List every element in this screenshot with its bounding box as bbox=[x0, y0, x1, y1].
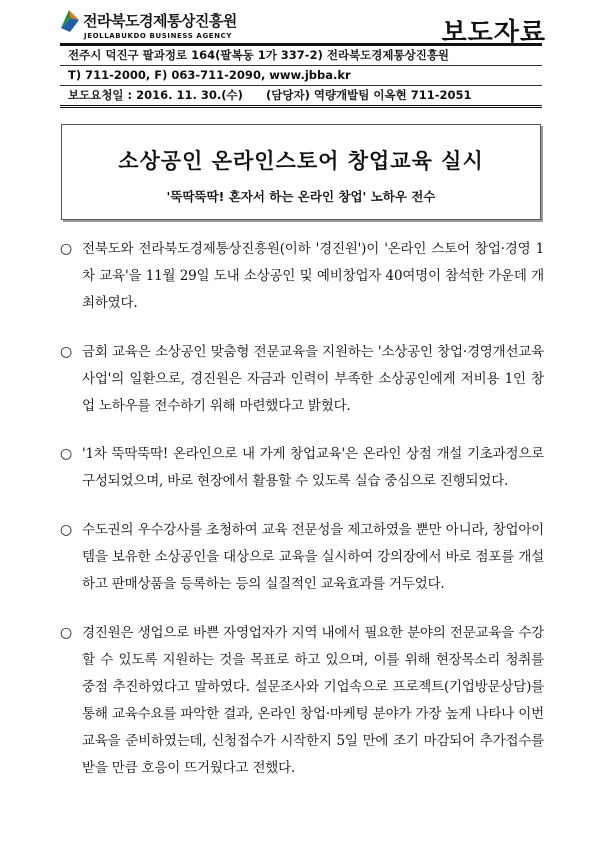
paragraph bbox=[60, 517, 544, 598]
org-name-en: JEOLLABUKDO BUSINESS AGENCY bbox=[84, 32, 233, 40]
page-subtitle: '뚝딱뚝딱! 혼자서 하는 온라인 창업' 노하우 전수 bbox=[166, 189, 436, 204]
header-info-box bbox=[60, 43, 542, 108]
bullet-icon: ○ bbox=[60, 446, 73, 463]
paragraph bbox=[60, 339, 544, 420]
title-box bbox=[61, 124, 541, 220]
paragraph-text: '1차 뚝딱뚝딱! 온라인으로 내 가게 창업교육'은 온라인 상점 개설 기초과정으로 구성되었으며, 바로 현장에서 활용할 수 있도록 실습 중심으로 진행되었다. bbox=[82, 446, 544, 490]
paragraph-text: 경진원은 생업으로 바쁜 자영업자가 지역 내에서 필요한 분야의 전문교육을 수강할 수 있도록 지원하는 것을 목표로 하고 있으며, 이를 위해 현장목소리 청취를 중점 추진하였다고 말하였다. 설문조사와 기업속으로 프로젝트(기업방문상담)를 통해 교육수요를 파악한 결과, 온라인 창업·마케팅 분야가 가장 높게 나타나 이번 교육을 준비하였는데, 신청접수가 시작한지 5일 만에 조기 마감되어 추가접수를 받을 만큼 호응이 뜨거웠다고 전했다. bbox=[82, 624, 544, 776]
bullet-icon: ○ bbox=[60, 522, 73, 539]
paragraph-text: 금회 교육은 소상공인 맞춤형 전문교육을 지원하는 '소상공인 창업·경영개선교육 사업'의 일환으로, 경진원은 자금과 인력이 부족한 소상공인에게 저비용 1인 창업 노하우를 전수하기 위해 마련했다고 밝혔다. bbox=[82, 343, 544, 414]
bullet-icon: ○ bbox=[60, 624, 73, 641]
contact-person: (담당자) 역량개발팀 이옥현 711-2051 bbox=[266, 88, 472, 102]
doc-type-label: 보도자료 bbox=[441, 18, 546, 48]
bullet-icon: ○ bbox=[60, 241, 73, 257]
page-title: 소상공인 온라인스토어 창업교육 실시 bbox=[118, 149, 484, 173]
release-date: 보도요청일 : 2016. 11. 30.(수) bbox=[68, 88, 243, 102]
paragraph-text: 수도권의 우수강사를 초청하여 교육 전문성을 제고하였을 뿐만 아니라, 창업아이템을 보유한 소상공인을 대상으로 교육을 실시하여 강의장에서 바로 점포를 개설하고 판매상품을 등록하는 등의 실질적인 교육효과를 거두었다. bbox=[82, 522, 544, 593]
paragraph bbox=[60, 441, 544, 495]
paragraph bbox=[60, 620, 544, 781]
contact-line: T) 711-2000, F) 063-711-2090, www.jbba.kr bbox=[68, 68, 351, 82]
article-body bbox=[60, 236, 544, 803]
org-name: 전라북도경제통상진흥원 bbox=[83, 12, 237, 30]
org-logo bbox=[58, 6, 268, 44]
date-line bbox=[60, 85, 542, 105]
paragraph bbox=[60, 236, 544, 317]
paragraph-text: 전북도와 전라북도경제통상진흥원(이하 '경진원')이 '온라인 스토어 창업·경영 1차 교육'을 11월 29일 도내 소상공인 및 예비창업자 40여명이 참석한 가운데 개최하였다. bbox=[82, 241, 544, 311]
org-logo-icon bbox=[58, 8, 80, 34]
bullet-icon: ○ bbox=[60, 343, 73, 360]
address-line: 전주시 덕진구 팔과정로 164(팔복동 1가 337-2) 전라북도경제통상진흥원 bbox=[60, 46, 542, 66]
